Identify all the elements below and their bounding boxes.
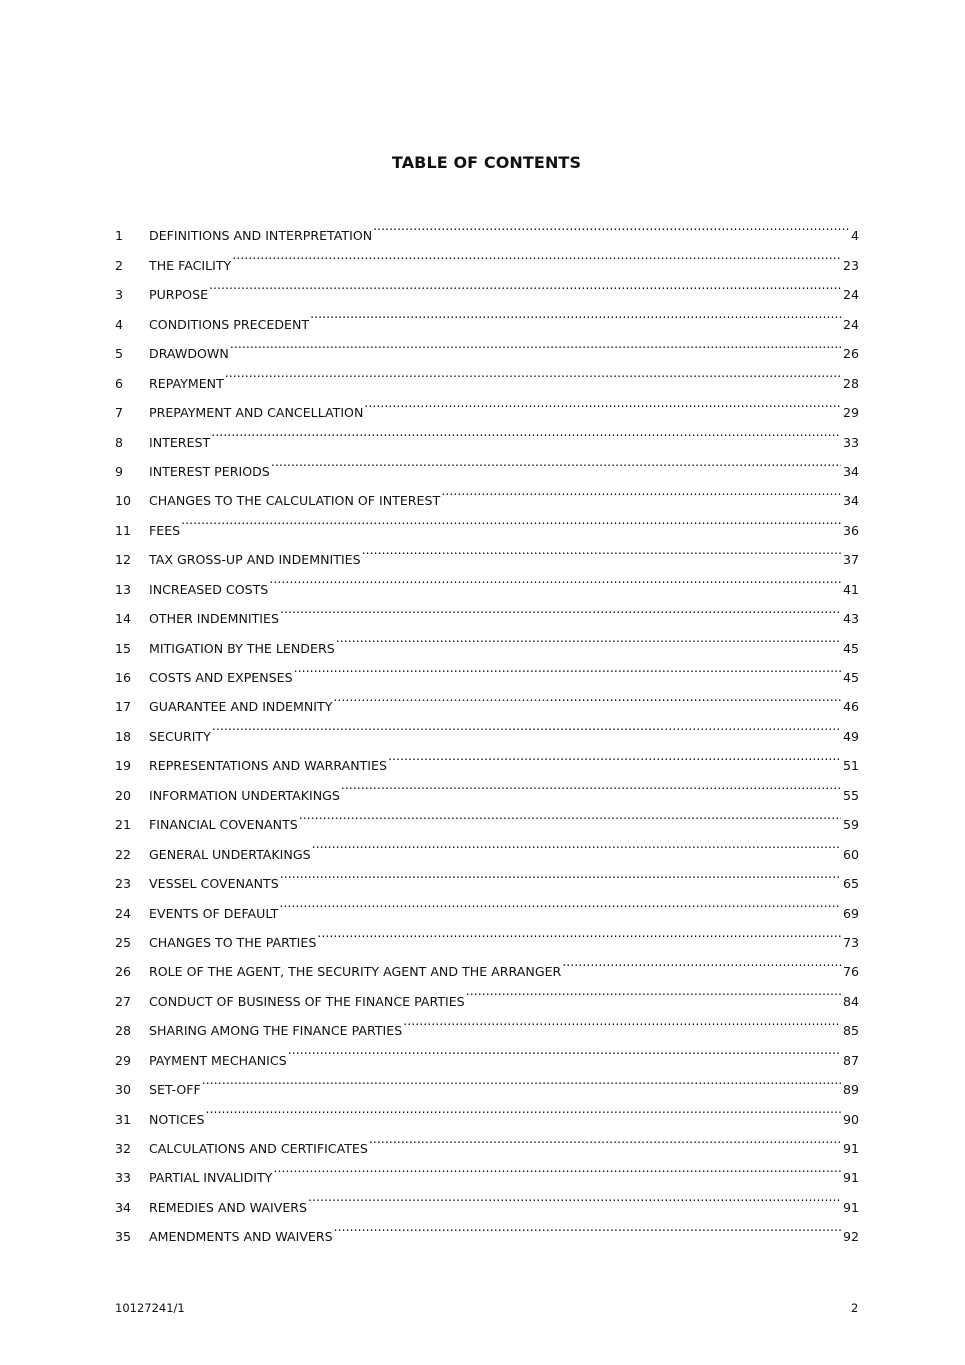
toc-entry-title: COSTS AND EXPENSES bbox=[149, 670, 293, 685]
toc-entry-page: 60 bbox=[842, 846, 859, 862]
table-of-contents bbox=[115, 211, 859, 1245]
toc-entry[interactable] bbox=[115, 535, 859, 568]
toc-entry[interactable] bbox=[115, 211, 859, 244]
toc-entry-title: PURPOSE bbox=[149, 287, 209, 303]
toc-entry-title: OTHER INDEMNITIES bbox=[149, 611, 279, 627]
toc-entry-title: MITIGATION BY THE LENDERS bbox=[149, 640, 335, 656]
toc-entry-page: 59 bbox=[842, 817, 859, 833]
toc-entry-number: 16 bbox=[115, 670, 132, 685]
toc-dot-leader bbox=[403, 1006, 841, 1035]
toc-entry-title: GENERAL UNDERTAKINGS bbox=[149, 846, 311, 862]
toc-entry-number: 23 bbox=[115, 876, 132, 892]
toc-dot-leader bbox=[209, 270, 841, 299]
toc-dot-leader bbox=[212, 711, 841, 740]
toc-entry-title: CHANGES TO THE PARTIES bbox=[149, 934, 317, 950]
toc-entry-title: ROLE OF THE AGENT, THE SECURITY AGENT AND THE ARRANGER bbox=[149, 964, 562, 980]
toc-dot-leader bbox=[373, 211, 849, 240]
toc-entry-title: FINANCIAL COVENANTS bbox=[149, 817, 298, 833]
toc-dot-leader bbox=[369, 1124, 841, 1153]
toc-entry-page: 69 bbox=[842, 905, 859, 921]
toc-dot-leader bbox=[181, 505, 841, 534]
toc-entry-title: CONDUCT OF BUSINESS OF THE FINANCE PARTIES bbox=[149, 993, 465, 1009]
toc-entry-title: INCREASED COSTS bbox=[149, 581, 269, 597]
toc-dot-leader bbox=[562, 947, 841, 976]
toc-dot-leader bbox=[336, 623, 841, 652]
toc-entry-title: PAYMENT MECHANICS bbox=[149, 1052, 287, 1068]
toc-entry-page: 46 bbox=[842, 699, 859, 715]
toc-entry-title: REMEDIES AND WAIVERS bbox=[149, 1199, 308, 1215]
toc-entry-title: SECURITY bbox=[149, 728, 211, 744]
toc-entry-number: 1 bbox=[115, 228, 124, 244]
toc-entry-number: 6 bbox=[115, 375, 124, 391]
toc-entry-title: SET-OFF bbox=[149, 1082, 201, 1098]
toc-entry[interactable] bbox=[115, 299, 859, 332]
document-reference: 10127241/1 bbox=[115, 1301, 185, 1315]
toc-entry-title: FEES bbox=[149, 522, 181, 538]
toc-entry-number: 15 bbox=[115, 640, 132, 656]
toc-dot-leader bbox=[334, 1212, 841, 1241]
toc-entry-number: 8 bbox=[115, 434, 124, 450]
toc-dot-leader bbox=[364, 388, 841, 417]
toc-entry-page: 45 bbox=[842, 670, 859, 685]
toc-entry-page: 33 bbox=[842, 434, 859, 450]
toc-entry[interactable] bbox=[115, 270, 859, 303]
toc-entry-number: 14 bbox=[115, 611, 132, 627]
toc-entry-page: 26 bbox=[842, 346, 859, 362]
toc-entry-number: 27 bbox=[115, 993, 132, 1009]
toc-entry-number: 9 bbox=[115, 463, 124, 479]
toc-entry-title: THE FACILITY bbox=[149, 257, 232, 273]
toc-entry-page: 73 bbox=[842, 934, 859, 950]
toc-entry-page: 36 bbox=[842, 522, 859, 538]
page-title: TABLE OF CONTENTS bbox=[391, 153, 582, 172]
toc-dot-leader bbox=[269, 564, 841, 593]
toc-entry-number: 13 bbox=[115, 581, 132, 597]
toc-entry-title: CHANGES TO THE CALCULATION OF INTEREST bbox=[149, 493, 441, 509]
toc-entry-number: 5 bbox=[115, 346, 124, 362]
toc-dot-leader bbox=[288, 1035, 841, 1064]
toc-dot-leader bbox=[317, 918, 841, 947]
toc-dot-leader bbox=[232, 240, 841, 269]
toc-entry-number: 12 bbox=[115, 552, 132, 568]
toc-entry-title: INTEREST PERIODS bbox=[149, 463, 270, 479]
toc-entry-page: 23 bbox=[842, 257, 859, 273]
toc-entry-number: 22 bbox=[115, 846, 132, 862]
toc-entry[interactable] bbox=[115, 358, 859, 391]
toc-entry-page: 29 bbox=[842, 405, 859, 421]
toc-entry-number: 31 bbox=[115, 1111, 132, 1127]
toc-entry[interactable] bbox=[115, 1124, 859, 1156]
toc-entry-title: INFORMATION UNDERTAKINGS bbox=[149, 787, 340, 803]
toc-dot-leader bbox=[312, 829, 841, 858]
toc-entry-page: 65 bbox=[842, 876, 859, 892]
toc-dot-leader bbox=[280, 594, 841, 623]
toc-dot-leader bbox=[271, 447, 841, 476]
toc-dot-leader bbox=[441, 476, 841, 505]
toc-entry-title: PARTIAL INVALIDITY bbox=[149, 1170, 273, 1186]
toc-entry[interactable] bbox=[115, 711, 859, 744]
toc-entry-number: 26 bbox=[115, 964, 132, 980]
toc-entry[interactable] bbox=[115, 1094, 859, 1127]
toc-dot-leader bbox=[225, 358, 841, 387]
toc-entry[interactable] bbox=[115, 388, 859, 421]
toc-entry-number: 33 bbox=[115, 1170, 132, 1186]
toc-dot-leader bbox=[294, 653, 841, 682]
toc-dot-leader bbox=[206, 1094, 841, 1123]
toc-entry[interactable] bbox=[115, 505, 859, 538]
page-number: 2 bbox=[851, 1301, 859, 1315]
toc-entry-number: 11 bbox=[115, 522, 132, 538]
toc-dot-leader bbox=[273, 1153, 841, 1182]
toc-entry-title: AMENDMENTS AND WAIVERS bbox=[149, 1229, 333, 1245]
toc-entry-page: 91 bbox=[842, 1170, 859, 1186]
toc-entry-page: 4 bbox=[850, 228, 859, 244]
toc-entry-page: 41 bbox=[842, 581, 859, 597]
toc-dot-leader bbox=[299, 800, 841, 829]
toc-entry-page: 24 bbox=[842, 316, 859, 332]
toc-dot-leader bbox=[280, 859, 841, 888]
toc-entry[interactable] bbox=[115, 417, 859, 450]
toc-entry-title: REPRESENTATIONS AND WARRANTIES bbox=[149, 758, 387, 774]
toc-entry-number: 32 bbox=[115, 1141, 132, 1156]
toc-entry-number: 19 bbox=[115, 758, 132, 774]
toc-entry-number: 18 bbox=[115, 728, 132, 744]
toc-dot-leader bbox=[362, 535, 841, 564]
toc-entry-number: 3 bbox=[115, 287, 124, 303]
toc-entry-title: NOTICES bbox=[149, 1111, 205, 1127]
toc-entry-page: 91 bbox=[842, 1141, 859, 1156]
toc-entry-number: 29 bbox=[115, 1052, 132, 1068]
toc-entry-title: CALCULATIONS AND CERTIFICATES bbox=[149, 1141, 368, 1156]
toc-entry-title: PREPAYMENT AND CANCELLATION bbox=[149, 405, 364, 421]
toc-entry-title: VESSEL COVENANTS bbox=[149, 876, 279, 892]
toc-entry-page: 37 bbox=[842, 552, 859, 568]
toc-entry-title: REPAYMENT bbox=[149, 375, 224, 391]
toc-entry-page: 43 bbox=[842, 611, 859, 627]
toc-entry-page: 84 bbox=[842, 993, 859, 1009]
toc-entry-page: 34 bbox=[842, 493, 859, 509]
toc-entry-number: 20 bbox=[115, 787, 132, 803]
toc-entry-title: DRAWDOWN bbox=[149, 346, 229, 362]
toc-entry-number: 10 bbox=[115, 493, 132, 509]
toc-entry-page: 87 bbox=[842, 1052, 859, 1068]
toc-entry-number: 4 bbox=[115, 316, 124, 332]
toc-entry-title: SHARING AMONG THE FINANCE PARTIES bbox=[149, 1023, 403, 1039]
toc-dot-leader bbox=[341, 770, 841, 799]
toc-entry-page: 76 bbox=[842, 964, 859, 980]
toc-dot-leader bbox=[308, 1182, 841, 1211]
toc-entry-page: 24 bbox=[842, 287, 859, 303]
toc-dot-leader bbox=[388, 741, 841, 770]
toc-entry-page: 49 bbox=[842, 728, 859, 744]
toc-entry-number: 28 bbox=[115, 1023, 132, 1039]
toc-entry-page: 51 bbox=[842, 758, 859, 774]
toc-dot-leader bbox=[466, 976, 841, 1005]
toc-entry-title: GUARANTEE AND INDEMNITY bbox=[149, 699, 333, 715]
toc-entry-title: CONDITIONS PRECEDENT bbox=[149, 316, 310, 332]
toc-entry-page: 90 bbox=[842, 1111, 859, 1127]
toc-entry-title: EVENTS OF DEFAULT bbox=[149, 905, 279, 921]
toc-entry-page: 91 bbox=[842, 1199, 859, 1215]
toc-entry-number: 35 bbox=[115, 1229, 132, 1245]
toc-entry-number: 30 bbox=[115, 1082, 132, 1098]
toc-entry-title: INTEREST bbox=[149, 434, 211, 450]
toc-entry-page: 92 bbox=[842, 1229, 859, 1245]
toc-entry-number: 7 bbox=[115, 405, 124, 421]
toc-entry-number: 25 bbox=[115, 934, 132, 950]
toc-entry-page: 89 bbox=[842, 1082, 859, 1098]
toc-dot-leader bbox=[202, 1065, 841, 1094]
toc-entry-page: 34 bbox=[842, 463, 859, 479]
toc-dot-leader bbox=[310, 299, 841, 328]
toc-entry-number: 17 bbox=[115, 699, 132, 715]
toc-dot-leader bbox=[230, 329, 841, 358]
toc-entry[interactable] bbox=[115, 741, 859, 774]
toc-entry-number: 2 bbox=[115, 257, 124, 273]
toc-entry-number: 34 bbox=[115, 1199, 132, 1215]
toc-entry-page: 45 bbox=[842, 640, 859, 656]
toc-dot-leader bbox=[211, 417, 841, 446]
toc-dot-leader bbox=[279, 888, 841, 917]
toc-dot-leader bbox=[333, 682, 841, 711]
toc-entry-number: 21 bbox=[115, 817, 132, 833]
toc-entry-title: DEFINITIONS AND INTERPRETATION bbox=[149, 228, 373, 244]
toc-entry-number: 24 bbox=[115, 905, 132, 921]
toc-entry-page: 55 bbox=[842, 787, 859, 803]
toc-entry[interactable] bbox=[115, 1065, 859, 1098]
toc-entry-page: 28 bbox=[842, 375, 859, 391]
toc-entry-page: 85 bbox=[842, 1023, 859, 1039]
toc-entry-title: TAX GROSS-UP AND INDEMNITIES bbox=[149, 552, 361, 568]
toc-entry[interactable] bbox=[115, 447, 859, 479]
